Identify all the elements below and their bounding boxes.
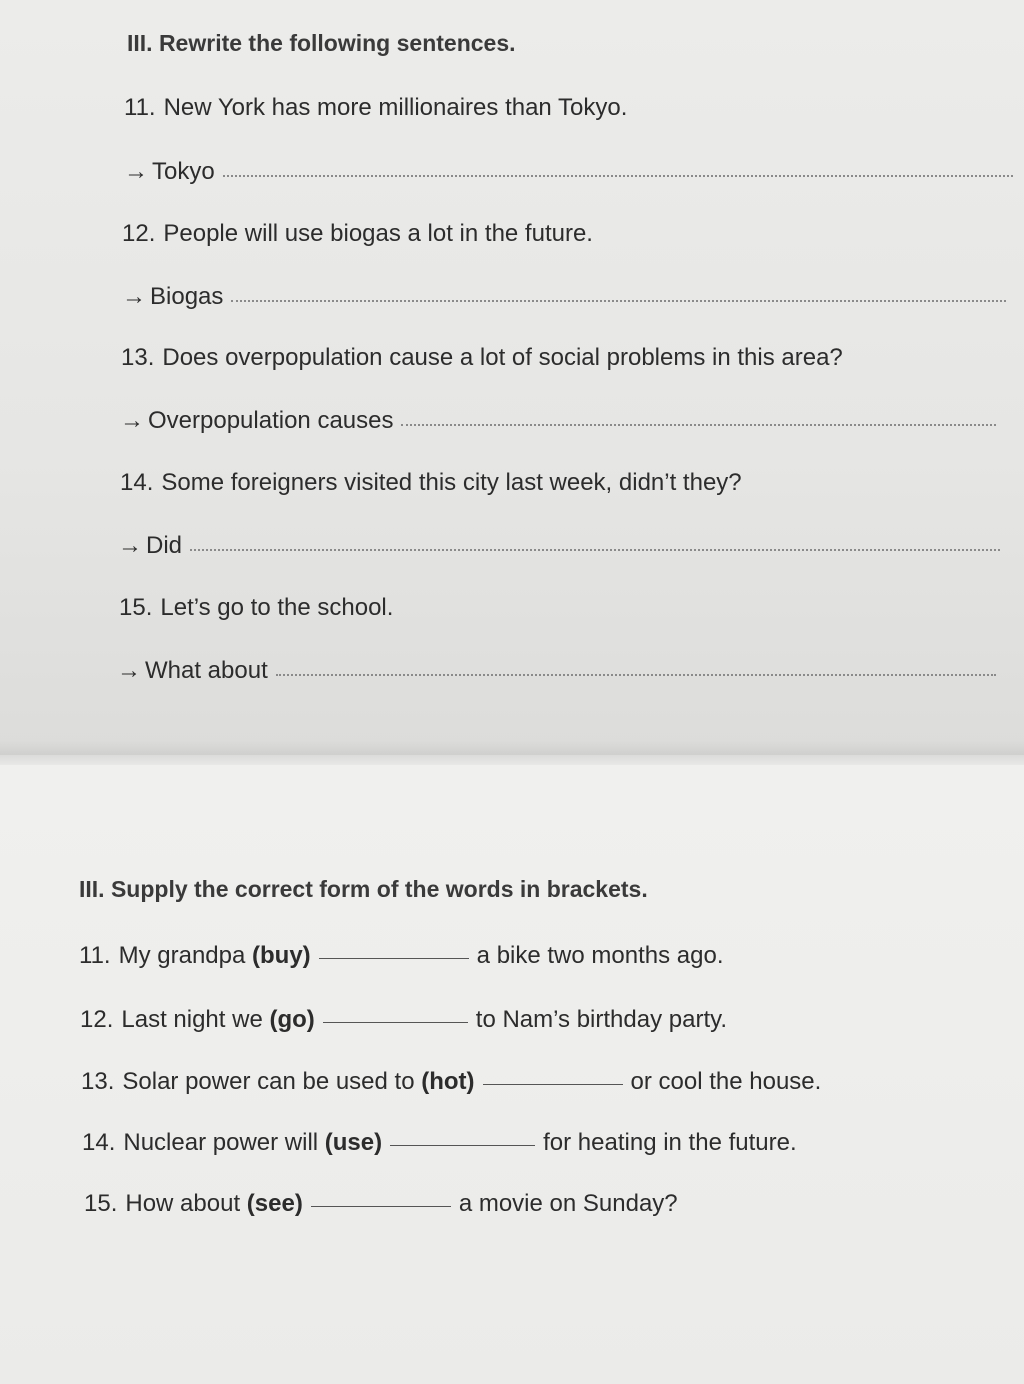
supply-item-14 [82, 1129, 797, 1157]
rewrite-heading: III. Rewrite the following sentences. [127, 30, 516, 56]
sentence-after: or cool the house. [630, 1068, 822, 1095]
rewrite-answer-13 [120, 407, 996, 435]
sentence-after: a movie on Sunday? [458, 1190, 678, 1217]
rewrite-answer-14 [118, 532, 1000, 560]
item-number: 14. [82, 1129, 116, 1156]
item-number: 13. [121, 344, 155, 371]
rewrite-answer-12 [122, 283, 1006, 311]
rewrite-answer-11 [124, 158, 1013, 186]
answer-prompt: Biogas [150, 283, 224, 310]
rewrite-sentence-14 [120, 469, 742, 497]
supply-heading: III. Supply the correct form of the words in brackets. [79, 876, 648, 902]
answer-prompt: Did [146, 532, 183, 559]
sentence-before: Solar power can be used to [122, 1068, 415, 1095]
sentence-text: Some foreigners visited this city last week, didn’t they? [161, 469, 742, 496]
supply-item-13 [81, 1068, 821, 1096]
supply-item-12 [80, 1006, 727, 1034]
sentence-after: for heating in the future. [543, 1129, 797, 1156]
answer-line[interactable] [276, 673, 996, 676]
rewrite-answer-15 [117, 657, 996, 685]
supply-item-11 [79, 942, 723, 970]
answer-line[interactable] [190, 548, 1000, 551]
bracket-word: (use) [324, 1129, 383, 1156]
arrow-icon: → [117, 657, 141, 684]
item-number: 11. [79, 942, 111, 969]
item-number: 11. [124, 94, 156, 121]
item-number: 12. [122, 220, 156, 247]
bracket-word: (buy) [252, 942, 311, 969]
arrow-icon: → [118, 532, 142, 559]
answer-blank[interactable] [483, 1083, 623, 1085]
rewrite-sentence-11 [124, 94, 627, 122]
sentence-text: Let’s go to the school. [160, 594, 394, 621]
rewrite-sentence-13 [121, 344, 843, 372]
item-number: 15. [119, 594, 153, 621]
answer-blank[interactable] [311, 1205, 451, 1207]
item-number: 14. [120, 469, 154, 496]
answer-blank[interactable] [319, 957, 469, 959]
sentence-after: to Nam’s birthday party. [475, 1006, 727, 1033]
bracket-word: (hot) [421, 1068, 475, 1095]
bracket-word: (go) [269, 1006, 315, 1033]
answer-prompt: Tokyo [152, 158, 215, 185]
sentence-before: How about [125, 1190, 241, 1217]
item-number: 13. [81, 1068, 115, 1095]
answer-blank[interactable] [390, 1144, 535, 1146]
arrow-icon: → [124, 158, 148, 185]
sentence-before: Nuclear power will [123, 1129, 319, 1156]
rewrite-sentence-12 [122, 220, 593, 248]
answer-prompt: What about [145, 657, 268, 684]
sentence-before: Last night we [121, 1006, 263, 1033]
arrow-icon: → [120, 407, 144, 434]
sentence-before: My grandpa [118, 942, 246, 969]
rewrite-sentence-15 [119, 594, 393, 622]
answer-blank[interactable] [323, 1021, 468, 1023]
bracket-word: (see) [246, 1190, 303, 1217]
sentence-text: Does overpopulation cause a lot of social problems in this area? [162, 344, 843, 371]
sentence-text: New York has more millionaires than Tokyo. [163, 94, 628, 121]
arrow-icon: → [122, 283, 146, 310]
item-number: 15. [84, 1190, 118, 1217]
sentence-after: a bike two months ago. [476, 942, 724, 969]
supply-item-15 [84, 1190, 678, 1218]
item-number: 12. [80, 1006, 114, 1033]
sentence-text: People will use biogas a lot in the future. [163, 220, 593, 247]
answer-line[interactable] [401, 423, 996, 426]
answer-line[interactable] [231, 299, 1006, 302]
answer-line[interactable] [223, 174, 1013, 177]
answer-prompt: Overpopulation causes [148, 407, 394, 434]
